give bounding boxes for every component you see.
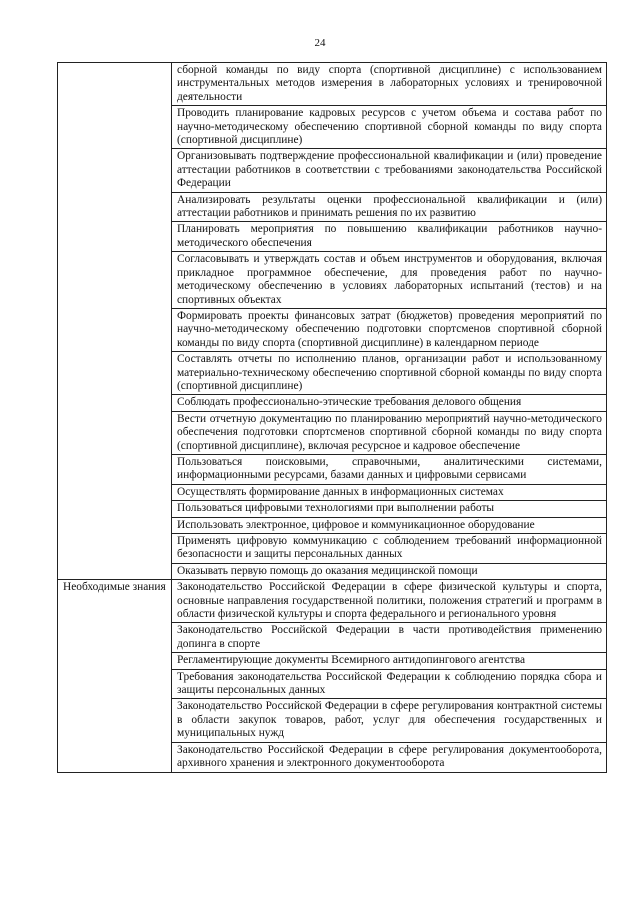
skills-item: Использовать электронное, цифровое и коммуникационное оборудование: [172, 517, 607, 533]
knowledge-item: Регламентирующие документы Всемирного антидопингового агентства: [172, 653, 607, 669]
skills-item: Вести отчетную документацию по планированию мероприятий научно-методического обеспечения подготовки спортсменов спортивной сборной команды по виду спорта (спортивной дисциплине), включая ресурсное и кадровое обеспечение: [172, 411, 607, 454]
skills-row: [58, 63, 607, 106]
knowledge-item: Требования законодательства Российской Федерации к соблюдению порядка сбора и защиты персональных данных: [172, 669, 607, 699]
knowledge-label: Необходимые знания: [58, 580, 172, 772]
skills-item: Оказывать первую помощь до оказания медицинской помощи: [172, 563, 607, 579]
skills-item: Проводить планирование кадровых ресурсов с учетом объема и состава работ по научно-методическому обеспечению спортивной сборной команды по виду спорта (спортивной дисциплине): [172, 106, 607, 149]
knowledge-item: Законодательство Российской Федерации в сфере физической культуры и спорта, основные направления государственной политики, положения стратегий и программ в области физической культуры и спорта федерального и регионального уровня: [172, 580, 607, 623]
knowledge-item: Законодательство Российской Федерации в сфере регулирования документооборота, архивного хранения и электронного документооборота: [172, 742, 607, 772]
skills-item: Осуществлять формирование данных в информационных системах: [172, 484, 607, 500]
skills-item: Применять цифровую коммуникацию с соблюдением требований информационной безопасности и защиты персональных данных: [172, 534, 607, 564]
skills-item: Согласовывать и утверждать состав и объем инструментов и оборудования, включая прикладное программное обеспечение, для проведения работ по научно-методическому обеспечению в условиях лабораторных испытаний (тестов) и на спортивных объектах: [172, 252, 607, 309]
skills-item: Планировать мероприятия по повышению квалификации работников научно-методического обеспечения: [172, 222, 607, 252]
page-number: 24: [314, 37, 326, 49]
skills-item: Пользоваться цифровыми технологиями при выполнении работы: [172, 501, 607, 517]
skills-item: Соблюдать профессионально-этические требования делового общения: [172, 395, 607, 411]
skills-item: Анализировать результаты оценки профессиональной квалификации и (или) аттестации работников и принимать решения по их развитию: [172, 192, 607, 222]
knowledge-item: Законодательство Российской Федерации в сфере регулирования контрактной системы в области закупок товаров, работ, услуг для обеспечения государственных и муниципальных нужд: [172, 699, 607, 742]
skills-item: сборной команды по виду спорта (спортивной дисциплине) с использованием инструментальных методов измерения в лабораторных условиях и тренировочной деятельности: [172, 63, 607, 106]
skills-label: [58, 63, 172, 580]
requirements-table: [57, 62, 607, 773]
skills-item: Организовывать подтверждение профессиональной квалификации и (или) проведение аттестации работников в соответствии с требованиями законодательства Российской Федерации: [172, 149, 607, 192]
knowledge-item: Законодательство Российской Федерации в части противодействия применению допинга в спорте: [172, 623, 607, 653]
skills-item: Составлять отчеты по исполнению планов, организации работ и использованному материально-техническому обеспечению спортивной сборной команды по виду спорта (спортивной дисциплине): [172, 352, 607, 395]
skills-item: Пользоваться поисковыми, справочными, аналитическими системами, информационными ресурсами, базами данных и цифровыми сервисами: [172, 454, 607, 484]
knowledge-row: [58, 580, 607, 623]
skills-item: Формировать проекты финансовых затрат (бюджетов) проведения мероприятий по научно-методическому обеспечению подготовки спортсменов спортивной сборной команды по виду спорта (спортивной дисциплине) в календарном периоде: [172, 308, 607, 351]
